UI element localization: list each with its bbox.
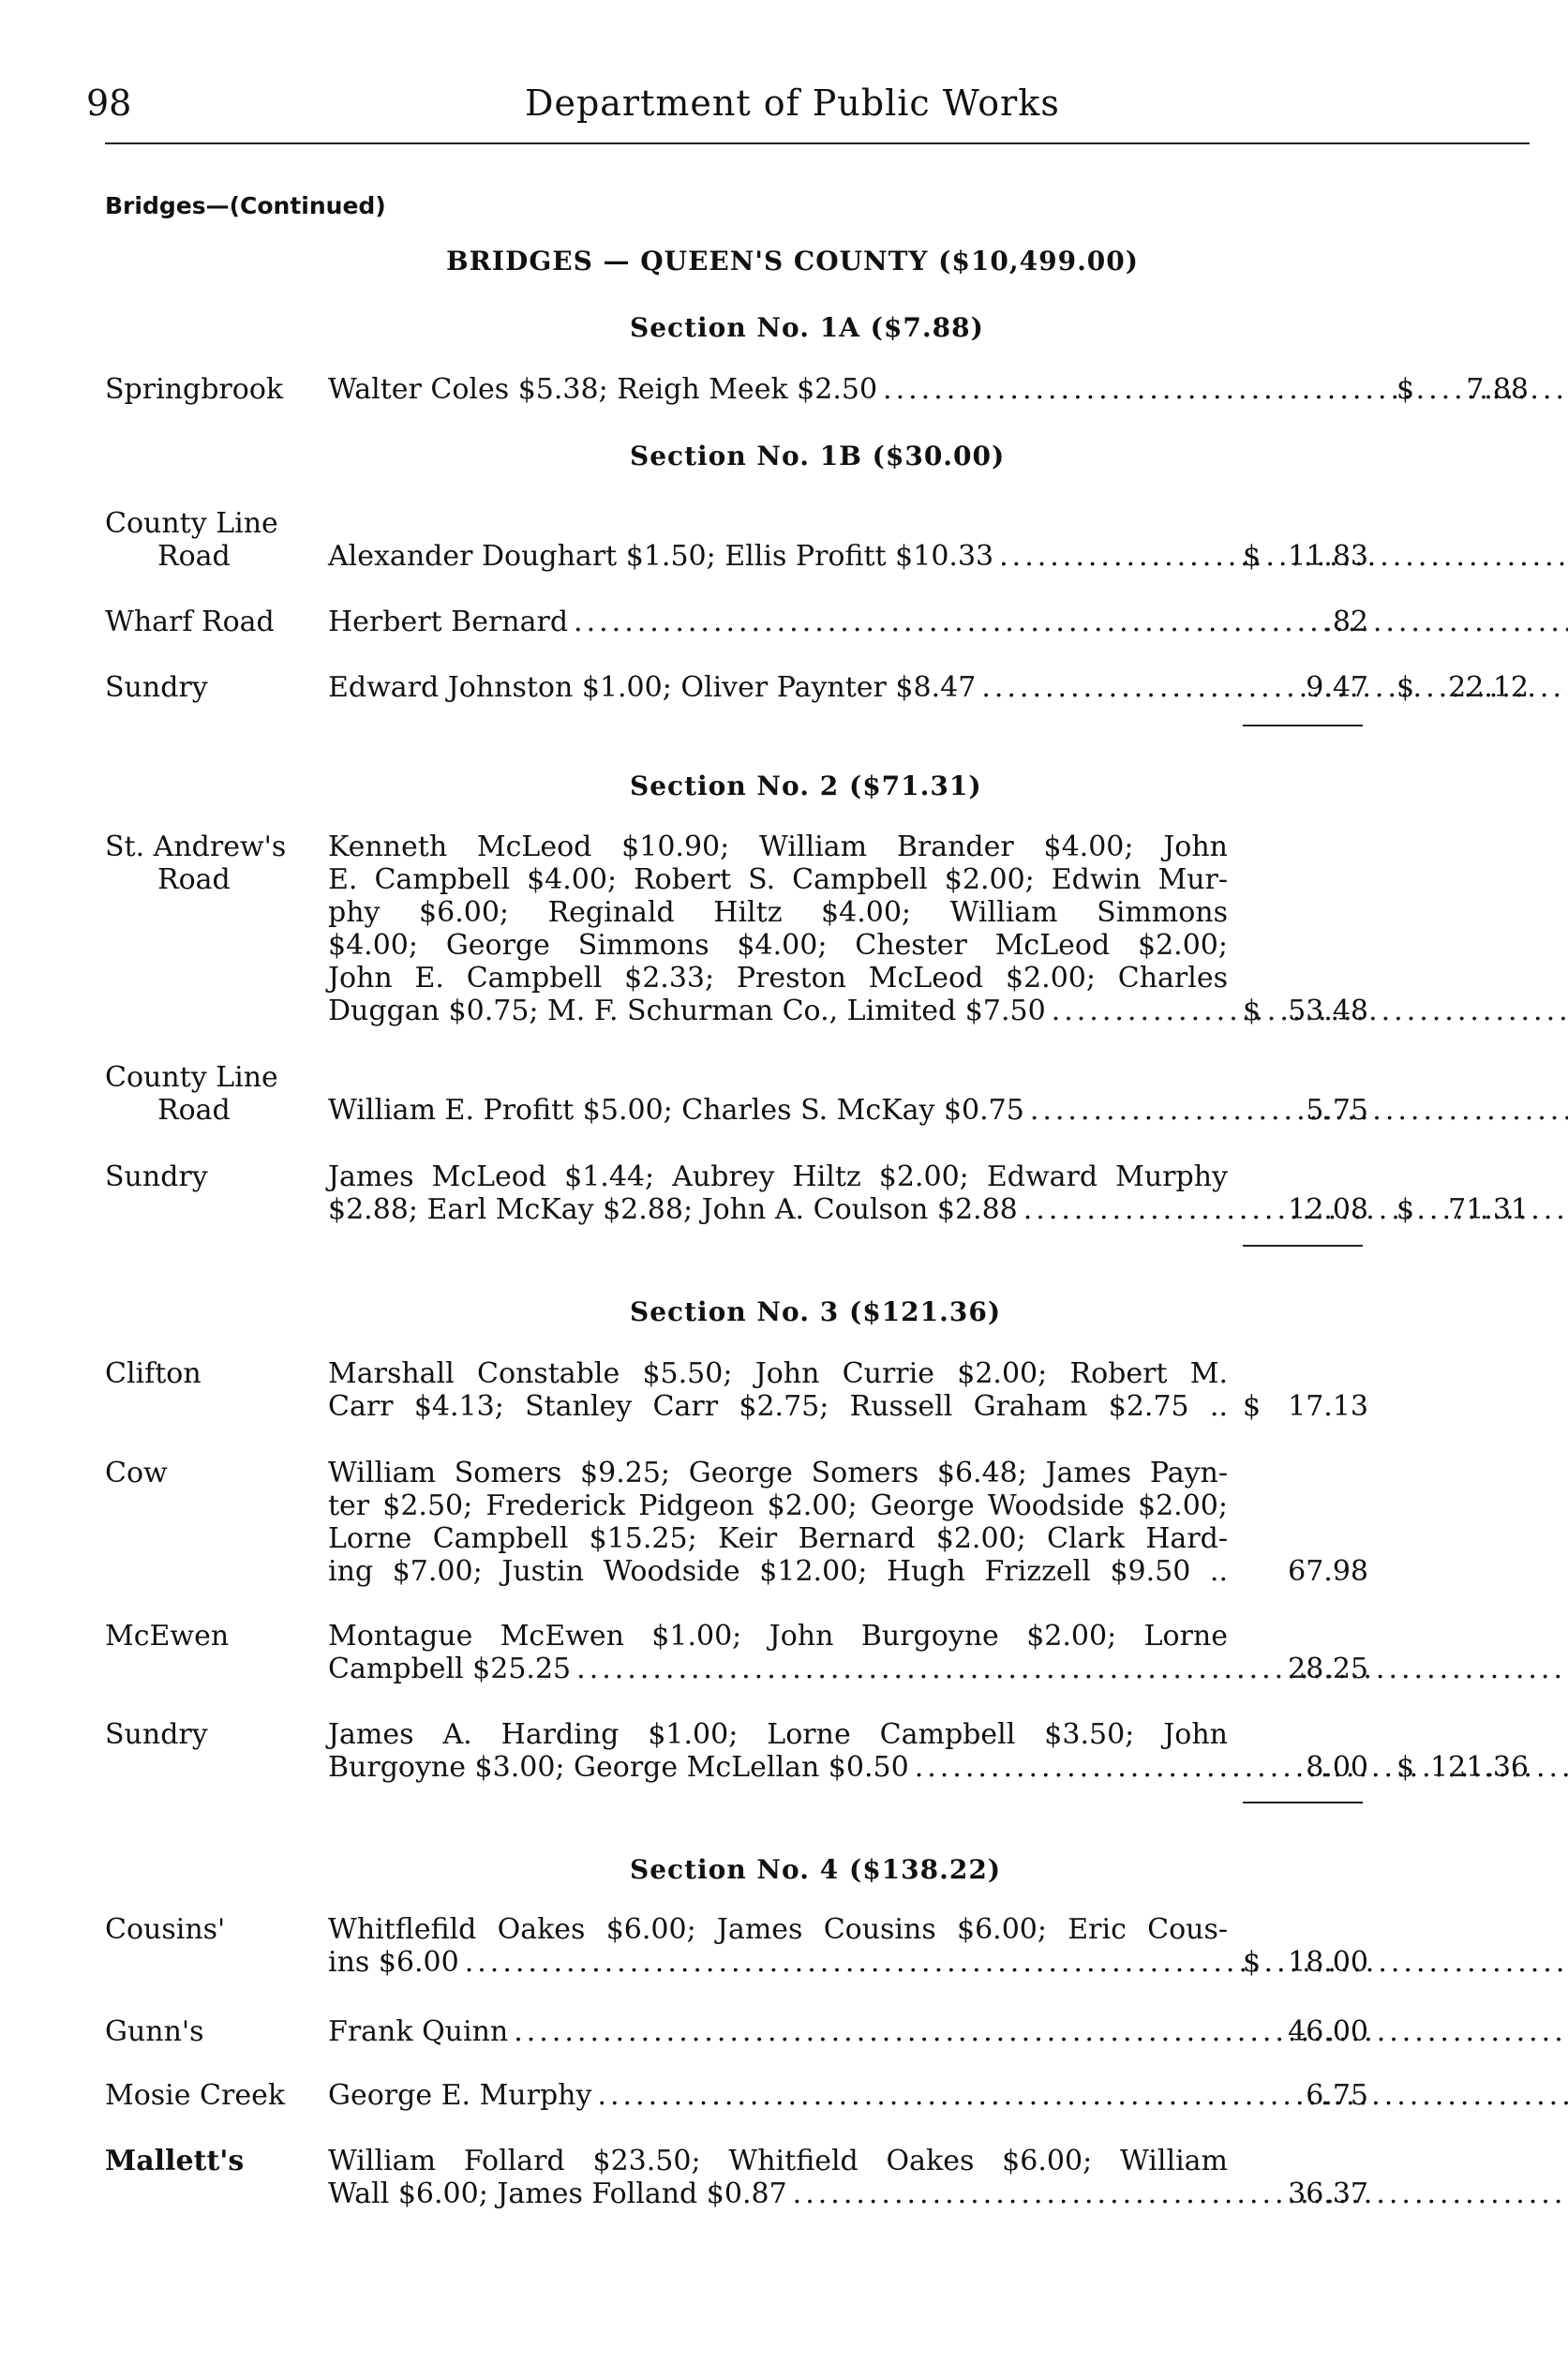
section-total: 22.12 xyxy=(1448,671,1529,704)
section-total: 121.36 xyxy=(1430,1751,1529,1784)
page-header xyxy=(0,82,1568,139)
section-heading-3: Section No. 3 ($121.36) xyxy=(630,1296,1002,1327)
subtotal-amount: 8.00 xyxy=(1306,1751,1368,1784)
entry-description: George E. Murphy ..... xyxy=(328,2079,1228,2112)
subtotal-amount: 18.00 xyxy=(1288,1946,1368,1979)
subtotal-amount: .82 xyxy=(1323,606,1368,638)
place-name: Springbrook xyxy=(105,373,284,406)
place-name: Cousins' xyxy=(105,1913,226,1946)
total-dollar-sign: $ xyxy=(1396,373,1415,406)
section-heading-1b: Section No. 1B ($30.00) xyxy=(630,441,1006,471)
entry-description: Montague McEwen $1.00; John Burgoyne $2.00; Lorne Campbell $25.25 ..... xyxy=(328,1620,1228,1685)
continued-label: Bridges—(Continued) xyxy=(105,192,386,219)
place-name: Wharf Road xyxy=(105,606,275,638)
section-total: 71.31 xyxy=(1448,1193,1529,1226)
subtotal-amount: 28.25 xyxy=(1288,1653,1368,1685)
subtotal-rule xyxy=(1243,725,1363,726)
running-title: Department of Public Works xyxy=(525,82,1060,124)
entry-description: William Somers $9.25; George Somers $6.48; James Payn- ter $2.50; Frederick Pidgeon $2.00; George Woodside $2.00; Lorne Campbell $15.25; Keir Bernard $2.00; Clark Hard- ing $7.00; Justin Woodside $12.00; Hugh Frizzell $9.50 .. xyxy=(328,1457,1228,1588)
place-name: County Line Road xyxy=(105,1061,278,1127)
place-name: Mallett's xyxy=(105,2145,245,2177)
entry-description: James A. Harding $1.00; Lorne Campbell $3.50; John Burgoyne $3.00; George McLellan $0.50 ..... xyxy=(328,1718,1228,1784)
subtotal-amount: 53.48 xyxy=(1288,995,1368,1027)
total-dollar-sign: $ xyxy=(1396,1193,1415,1226)
entry-description: Marshall Constable $5.50; John Currie $2.00; Robert M. Carr $4.13; Stanley Carr $2.75; Russell Graham $2.75 .. xyxy=(328,1357,1228,1423)
place-name: Mosie Creek xyxy=(105,2079,286,2112)
subtotal-dollar-sign: $ xyxy=(1243,995,1262,1027)
subtotal-dollar-sign: $ xyxy=(1243,1390,1262,1423)
section-heading-1a: Section No. 1A ($7.88) xyxy=(630,312,984,343)
subtotal-amount: 12.08 xyxy=(1288,1193,1368,1226)
entry-description: Frank Quinn ..... xyxy=(328,2015,1228,2048)
entry-description: Edward Johnston $1.00; Oliver Paynter $8.47 ..... xyxy=(328,671,1228,704)
subtotal-amount: 36.37 xyxy=(1288,2177,1368,2210)
subtotal-amount: 9.47 xyxy=(1306,671,1368,704)
total-dollar-sign: $ xyxy=(1396,1751,1415,1784)
subtotal-rule xyxy=(1243,1802,1363,1803)
subtotal-amount: 67.98 xyxy=(1288,1555,1368,1588)
place-name: McEwen xyxy=(105,1620,230,1653)
subtotal-dollar-sign: $ xyxy=(1243,1946,1262,1979)
entry-description: Whitflefild Oakes $6.00; James Cousins $6.00; Eric Cous- ins $6.00 ..... xyxy=(328,1913,1228,1979)
subtotal-amount: 17.13 xyxy=(1288,1390,1368,1423)
header-rule xyxy=(105,142,1530,144)
subtotal-amount: 5.75 xyxy=(1306,1094,1368,1127)
entry-description: Walter Coles $5.38; Reigh Meek $2.50 ..... xyxy=(328,373,1228,406)
section-heading-4: Section No. 4 ($138.22) xyxy=(630,1854,1002,1885)
subtotal-amount: 46.00 xyxy=(1288,2015,1368,2048)
place-name: Sundry xyxy=(105,1160,208,1193)
page-number: 98 xyxy=(86,82,132,124)
place-name: Gunn's xyxy=(105,2015,204,2048)
place-name: County Line Road xyxy=(105,507,278,573)
entry-description: Herbert Bernard ..... xyxy=(328,606,1228,638)
entry-description: James McLeod $1.44; Aubrey Hiltz $2.00; Edward Murphy $2.88; Earl McKay $2.88; John A. Coulson $2.88 ..... xyxy=(328,1160,1228,1226)
entry-description: Kenneth McLeod $10.90; William Brander $4.00; John E. Campbell $4.00; Robert S. Campbell $2.00; Edwin Mur- phy $6.00; Reginald Hiltz $4.00; William Simmons $4.00; George Simmons $4.00; Chester McLeod $2.00; John E. Campbell $2.33; Preston McLeod $2.00; Charles Duggan $0.75; M. F. Schurman Co., Limited $7.50 ..... xyxy=(328,830,1228,1027)
place-name: Clifton xyxy=(105,1357,202,1390)
subtotal-amount: 6.75 xyxy=(1306,2079,1368,2112)
subtotal-rule xyxy=(1243,1245,1363,1247)
total-dollar-sign: $ xyxy=(1396,671,1415,704)
entry-description: William E. Profitt $5.00; Charles S. McKay $0.75 ..... xyxy=(328,1094,1228,1127)
county-title: BRIDGES — QUEEN'S COUNTY ($10,499.00) xyxy=(446,246,1140,277)
entry-description: Alexander Doughart $1.50; Ellis Profitt $10.33 ..... xyxy=(328,540,1228,573)
place-name: Cow xyxy=(105,1457,168,1489)
subtotal-amount: 11.83 xyxy=(1288,540,1368,573)
section-heading-2: Section No. 2 ($71.31) xyxy=(630,771,982,801)
section-total: 7.88 xyxy=(1466,373,1529,406)
entry-description: William Follard $23.50; Whitfield Oakes $6.00; William Wall $6.00; James Folland $0.87 ..... xyxy=(328,2145,1228,2210)
place-name: St. Andrew's Road xyxy=(105,830,287,896)
place-name: Sundry xyxy=(105,1718,208,1751)
place-name: Sundry xyxy=(105,671,208,704)
subtotal-dollar-sign: $ xyxy=(1243,540,1262,573)
